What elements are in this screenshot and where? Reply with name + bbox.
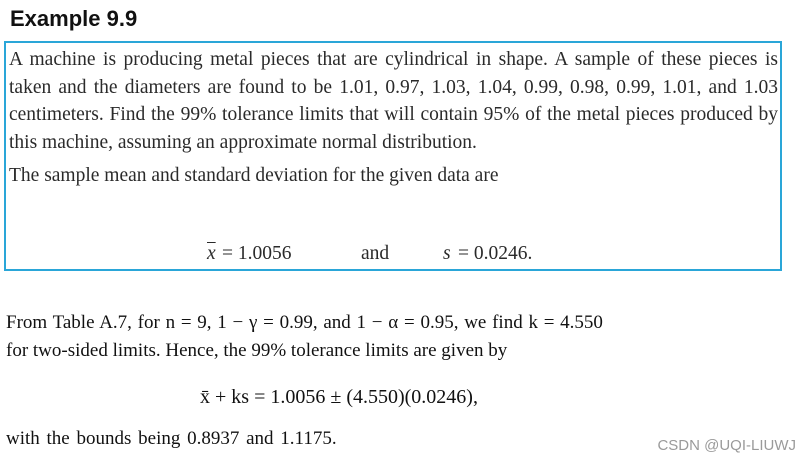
watermark: CSDN @UQI-LIUWJ — [657, 437, 796, 454]
example-heading: Example 9.9 — [10, 6, 138, 31]
solution-line-2: for two-sided limits. Hence, the 99% tolerance limits are given by — [6, 340, 508, 361]
mean-value: = 1.0056 — [222, 243, 292, 264]
solution-line-1: From Table A.7, for n = 9, 1 − γ = 0.99, and 1 − α = 0.95, we find k = 4.550 — [6, 312, 603, 333]
solution-intro: The sample mean and standard deviation for the given data are — [9, 165, 499, 186]
solution-bounds: with the bounds being 0.8937 and 1.1175. — [6, 428, 337, 449]
sd-value: = 0.0246. — [458, 243, 533, 264]
and-connector: and — [361, 243, 390, 264]
problem-statement: A machine is producing metal pieces that are cylindrical in shape. A sample of these pieces is taken and the diameters are found to be 1.01, 0.97, 1.03, 1.04, 0.99, 0.98, 0.99, 1.01, and 1.03 centimeters. Find the 99% tolerance limits that will contain 95% of the metal pieces produced by this machine, assuming an approximate normal distribution. — [9, 49, 778, 153]
tolerance-equation: x̄ + ks = 1.0056 ± (4.550)(0.0246), — [200, 386, 478, 408]
problem-box — [4, 41, 782, 271]
mean-symbol: $\overline{x}$ — [207, 243, 216, 264]
sd-symbol: s — [443, 243, 451, 264]
